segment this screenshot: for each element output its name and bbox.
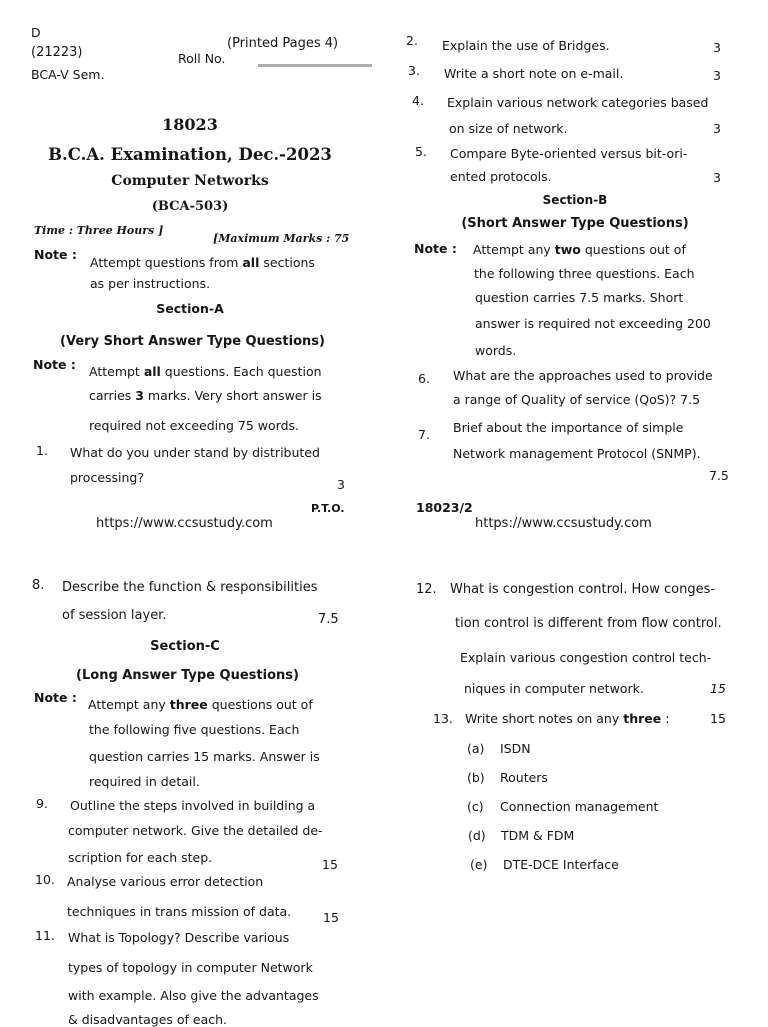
course-code: (BCA-503)	[151, 199, 229, 214]
q4-line-2: on size of network.	[449, 121, 568, 136]
series-letter: D	[31, 25, 41, 40]
q12-line-1: What is congestion control. How conges-	[450, 582, 716, 597]
q3-text: Write a short note on e-mail.	[444, 66, 624, 81]
q7-marks: 7.5	[709, 468, 729, 483]
q8-number: 8.	[32, 578, 45, 593]
q13-number: 13.	[433, 711, 453, 726]
q8-line-2: of session layer.	[62, 608, 167, 623]
section-b-note-label: Note :	[414, 241, 457, 256]
q13-item-d-label: (d)	[468, 828, 486, 843]
time-allowed: Time : Three Hours ]	[34, 224, 164, 237]
roll-no-label: Roll No.	[178, 51, 226, 66]
q13-item-a-label: (a)	[467, 741, 485, 756]
q10-marks: 15	[323, 910, 339, 925]
exam-code: (21223)	[31, 45, 83, 60]
q5-number: 5.	[415, 144, 427, 159]
q8-line-1: Describe the function & responsibilities	[62, 580, 318, 595]
section-a-note-line-3: required not exceeding 75 words.	[89, 418, 300, 433]
q12-number: 12.	[416, 582, 437, 597]
page-2-footer-code: 18023/2	[416, 500, 473, 515]
note-text-line-1: Attempt questions from all sections	[90, 255, 315, 270]
note-text-line-2: as per instructions.	[90, 276, 211, 291]
q9-marks: 15	[322, 857, 338, 872]
q13-item-e-label: (e)	[470, 857, 488, 872]
q3-marks: 3	[713, 68, 721, 83]
q11-line-2: types of topology in computer Network	[68, 960, 313, 975]
q13-marks: 15	[710, 711, 726, 726]
section-c-note-line-3: question carries 15 marks. Answer is	[89, 749, 320, 764]
q12-marks: 15	[710, 681, 726, 696]
exam-title: B.C.A. Examination, Dec.-2023	[48, 145, 332, 164]
q2-marks: 3	[713, 40, 721, 55]
section-b-note-line-3: question carries 7.5 marks. Short	[475, 290, 684, 305]
q13-item-e-text: DTE-DCE Interface	[503, 857, 619, 872]
q13-item-b-label: (b)	[467, 770, 485, 785]
q9-line-2: computer network. Give the detailed de-	[68, 823, 323, 838]
q12-line-2: tion control is different from flow control.	[455, 616, 722, 631]
q10-number: 10.	[35, 872, 55, 887]
subject-title: Computer Networks	[111, 173, 269, 189]
q12-line-4: niques in computer network.	[464, 681, 644, 696]
section-a-note-line-1: Attempt all questions. Each question	[89, 364, 322, 379]
q11-number: 11.	[35, 928, 55, 943]
q11-line-1: What is Topology? Describe various	[68, 930, 290, 945]
maximum-marks: [Maximum Marks : 75	[213, 232, 350, 245]
q13-item-d-text: TDM & FDM	[501, 828, 575, 843]
q13-text: Write short notes on any three :	[465, 711, 670, 726]
q3-number: 3.	[408, 63, 420, 78]
q13-item-c-label: (c)	[467, 799, 484, 814]
q11-line-4: & disadvantages of each.	[68, 1012, 228, 1027]
note-label: Note :	[34, 247, 77, 262]
section-a-subtitle: (Very Short Answer Type Questions)	[60, 334, 325, 349]
q1-line-1: What do you under stand by distributed	[70, 445, 320, 460]
section-b-note-line-4: answer is required not exceeding 200	[475, 316, 711, 331]
q9-line-1: Outline the steps involved in building a	[70, 798, 316, 813]
q4-marks: 3	[713, 121, 721, 136]
q4-line-1: Explain various network categories based	[447, 95, 709, 110]
q5-line-2: ented protocols.	[450, 169, 552, 184]
website-url[interactable]: https://www.ccsustudy.com	[96, 516, 273, 531]
printed-pages: (Printed Pages 4)	[227, 36, 339, 51]
roll-no-blank	[258, 64, 372, 67]
section-b-subtitle: (Short Answer Type Questions)	[461, 216, 689, 231]
q5-line-1: Compare Byte-oriented versus bit-ori-	[450, 146, 688, 161]
section-c-note-line-1: Attempt any three questions out of	[88, 697, 313, 712]
section-c-note-line-4: required in detail.	[89, 774, 200, 789]
section-b-title: Section-B	[542, 193, 608, 207]
q6-number: 6.	[418, 371, 430, 386]
q10-line-2: techniques in trans mission of data.	[67, 904, 292, 919]
q13-item-b-text: Routers	[500, 770, 548, 785]
section-b-note-line-1: Attempt any two questions out of	[473, 242, 686, 257]
website-url-2[interactable]: https://www.ccsustudy.com	[475, 516, 652, 531]
section-c-subtitle: (Long Answer Type Questions)	[76, 668, 299, 683]
q6-line-1: What are the approaches used to provide	[453, 368, 713, 383]
q1-marks: 3	[337, 477, 345, 492]
q2-text: Explain the use of Bridges.	[442, 38, 610, 53]
q13-item-a-text: ISDN	[500, 741, 531, 756]
q1-number: 1.	[36, 443, 48, 458]
section-b-note-line-2: the following three questions. Each	[474, 266, 695, 281]
q7-line-1: Brief about the importance of simple	[453, 420, 684, 435]
q9-number: 9.	[36, 796, 48, 811]
q12-line-3: Explain various congestion control tech-	[460, 650, 712, 665]
q5-marks: 3	[713, 170, 721, 185]
q13-item-c-text: Connection management	[500, 799, 659, 814]
section-a-note-label: Note :	[33, 357, 76, 372]
q11-line-3: with example. Also give the advantages	[68, 988, 319, 1003]
paper-code: 18023	[162, 115, 218, 134]
q7-line-2: Network management Protocol (SNMP).	[453, 446, 701, 461]
q4-number: 4.	[412, 93, 424, 108]
q8-marks: 7.5	[318, 612, 339, 627]
section-a-title: Section-A	[156, 301, 224, 316]
q2-number: 2.	[406, 33, 418, 48]
q7-number: 7.	[418, 427, 430, 442]
pto: P.T.O.	[311, 502, 345, 515]
q6-line-2: a range of Quality of service (QoS)? 7.5	[453, 392, 701, 407]
semester: BCA-V Sem.	[31, 67, 105, 82]
section-c-note-line-2: the following five questions. Each	[89, 722, 300, 737]
q10-line-1: Analyse various error detection	[67, 874, 264, 889]
section-a-note-line-2: carries 3 marks. Very short answer is	[89, 388, 322, 403]
q1-line-2: processing?	[70, 470, 144, 485]
q9-line-3: scription for each step.	[68, 850, 213, 865]
section-b-note-line-5: words.	[475, 343, 517, 358]
section-c-title: Section-C	[150, 639, 220, 654]
section-c-note-label: Note :	[34, 690, 77, 705]
